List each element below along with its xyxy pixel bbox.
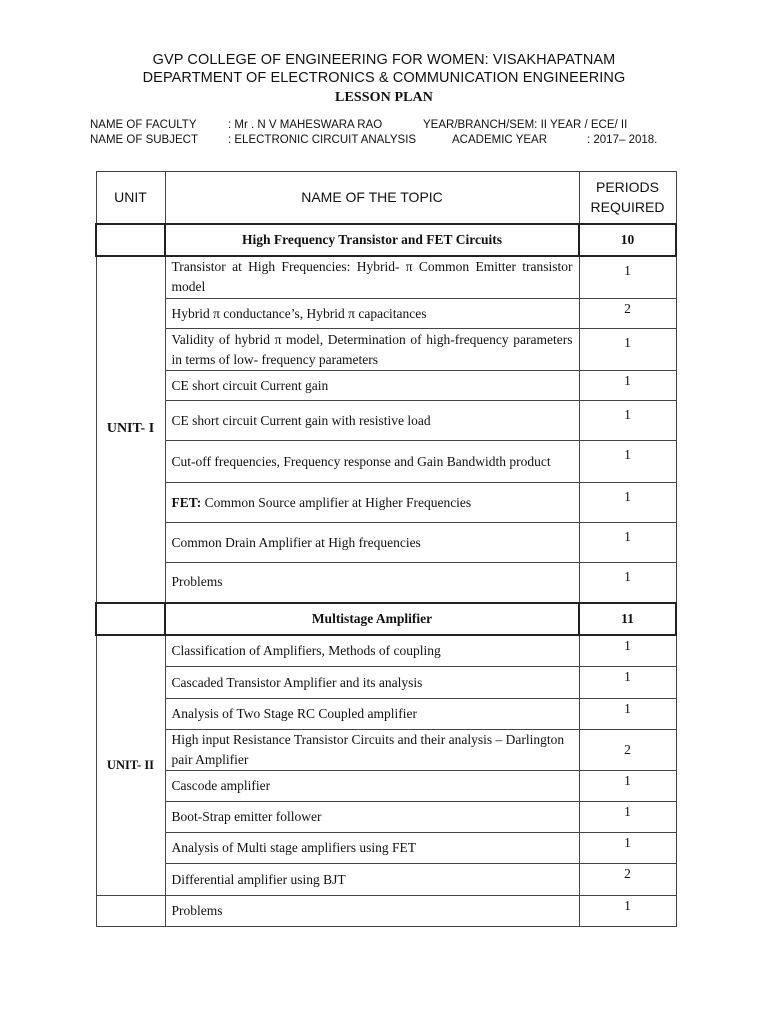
periods-cell: 2 [579,730,676,771]
topic-cell: Cascode amplifier [165,771,579,802]
topic-cell: Hybrid π conductance’s, Hybrid π capacitances [165,299,579,329]
topic-cell: Validity of hybrid π model, Determination of high-frequency parameters in terms of low- frequency parameters [165,329,579,371]
topic-cell: Transistor at High Frequencies: Hybrid- π Common Emitter transistor model [165,256,579,299]
periods-cell: 1 [579,256,676,299]
table-row [96,833,676,864]
periods-cell: 1 [579,833,676,864]
table-row [96,441,676,483]
header-unit: UNIT [96,172,165,224]
table-row [96,329,676,371]
periods-cell: 1 [579,667,676,699]
table-row [96,299,676,329]
periods-cell: 1 [579,771,676,802]
academic-year-value: : 2017– 2018. [587,134,658,146]
topic-cell: Cut-off frequencies, Frequency response and Gain Bandwidth product [165,441,579,483]
topic-cell: Problems [165,563,579,603]
blank-unit-cell [96,896,165,927]
faculty-value: : Mr . N V MAHESWARA RAO [228,119,383,131]
topic-cell: High input Resistance Transistor Circuits and their analysis – Darlington pair Amplifier [165,730,579,771]
topic-cell: CE short circuit Current gain [165,371,579,401]
periods-cell: 1 [579,483,676,523]
periods-cell: 2 [579,864,676,896]
year-branch-sem: YEAR/BRANCH/SEM: II YEAR / ECE/ II [423,119,628,131]
table-row [96,371,676,401]
topic-cell: Analysis of Multi stage amplifiers using FET [165,833,579,864]
topic-cell: Problems [165,896,579,927]
topic-cell [165,483,579,523]
header-topic: NAME OF THE TOPIC [165,172,579,224]
topic-cell: Analysis of Two Stage RC Coupled amplifier [165,699,579,730]
section-row-unit1 [96,224,676,256]
academic-year-label: ACADEMIC YEAR [452,134,548,146]
table-row [96,401,676,441]
fet-topic-text: Common Source amplifier at Higher Frequencies [201,494,472,510]
meta-line-1 [90,119,690,133]
table-header-row [96,172,676,224]
periods-cell: 2 [579,299,676,329]
subject-value: : ELECTRONIC CIRCUIT ANALYSIS [228,134,417,146]
periods-cell: 1 [579,371,676,401]
table-row [96,802,676,833]
unit-label: UNIT- I [96,256,165,603]
section-title: Multistage Amplifier [165,603,579,635]
department-name: DEPARTMENT OF ELECTRONICS & COMMUNICATION ENGINEERING [142,70,626,86]
section-periods: 11 [579,603,676,635]
table-row [96,667,676,699]
section-title: High Frequency Transistor and FET Circuits [165,224,579,256]
section-unit-cell [96,603,165,635]
fet-label: FET: [171,494,202,510]
periods-cell: 1 [579,802,676,833]
table-row [96,483,676,523]
table-row [96,896,676,927]
topic-cell: Classification of Amplifiers, Methods of coupling [165,635,579,667]
college-name: GVP COLLEGE OF ENGINEERING FOR WOMEN: VISAKHAPATNAM [152,52,616,68]
unit-label: UNIT- II [96,635,165,896]
topic-cell: CE short circuit Current gain with resistive load [165,401,579,441]
table-row [96,256,676,299]
meta-line-2 [90,134,690,148]
section-unit-cell [96,224,165,256]
periods-cell: 1 [579,699,676,730]
table-row [96,699,676,730]
section-row-unit2 [96,603,676,635]
table-row [96,635,676,667]
periods-cell: 1 [579,563,676,603]
lesson-plan-table [95,171,677,927]
periods-cell: 1 [579,523,676,563]
periods-cell: 1 [579,635,676,667]
page-title: LESSON PLAN [335,90,433,105]
topic-cell: Cascaded Transistor Amplifier and its analysis [165,667,579,699]
periods-cell: 1 [579,896,676,927]
table-row [96,771,676,802]
periods-cell: 1 [579,441,676,483]
table-row [96,864,676,896]
periods-cell: 1 [579,329,676,371]
subject-label: NAME OF SUBJECT [90,134,198,146]
periods-cell: 1 [579,401,676,441]
header-periods: PERIODS REQUIRED [579,172,676,224]
table-row [96,730,676,771]
topic-cell: Common Drain Amplifier at High frequencies [165,523,579,563]
table-row [96,563,676,603]
table-row [96,523,676,563]
topic-cell: Differential amplifier using BJT [165,864,579,896]
faculty-label: NAME OF FACULTY [90,119,197,131]
section-periods: 10 [579,224,676,256]
topic-cell: Boot-Strap emitter follower [165,802,579,833]
